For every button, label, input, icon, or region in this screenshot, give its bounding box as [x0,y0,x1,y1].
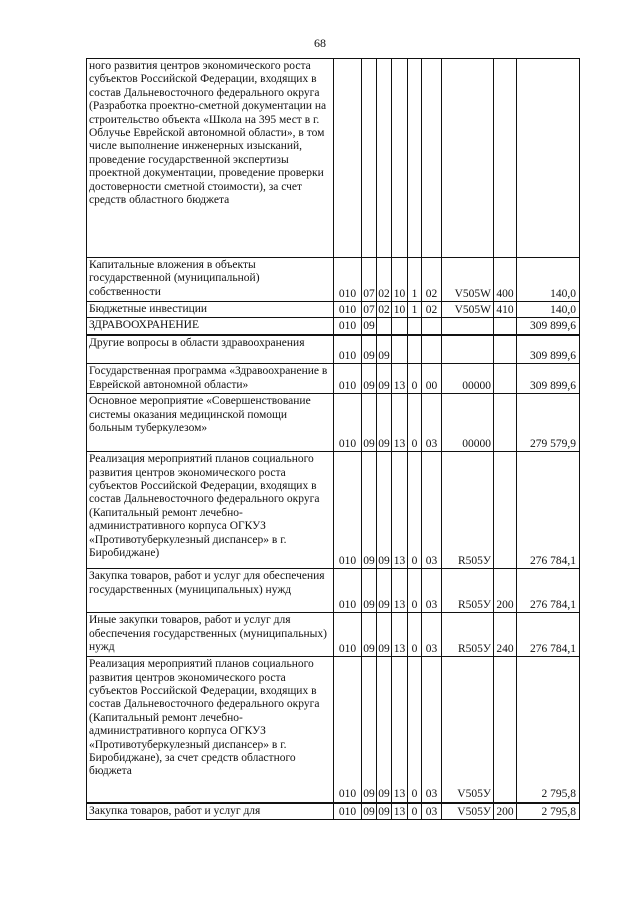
section-code [362,59,377,258]
row-description: Бюджетные инвестиции [87,302,334,318]
direction-code: V505W [442,302,494,318]
direction-code: V505W [442,258,494,302]
subprogram-code: 1 [408,302,422,318]
ministry-code: 010 [334,394,362,452]
program-code [392,335,408,364]
table-row [87,318,580,335]
section-code: 09 [362,452,377,569]
expense-type-code [494,364,517,394]
section-code: 09 [362,335,377,364]
subsection-code: 09 [377,452,392,569]
expense-type-code: 240 [494,613,517,657]
row-description: Капитальные вложения в объекты государственной (муниципальной) собственности [87,258,334,302]
program-code: 13 [392,803,408,820]
subprogram-code: 0 [408,613,422,657]
ministry-code: 010 [334,613,362,657]
amount-value: 309 899,6 [517,364,580,394]
table-row [87,364,580,394]
expense-type-code [494,394,517,452]
table-row [87,657,580,803]
row-description: Государственная программа «Здравоохранение в Еврейской автономной области» [87,364,334,394]
program-code: 10 [392,258,408,302]
program-code: 13 [392,364,408,394]
subprogram-code: 1 [408,258,422,302]
subprogram-code: 0 [408,364,422,394]
program-code: 13 [392,394,408,452]
ministry-code: 010 [334,569,362,613]
ministry-code: 010 [334,318,362,335]
amount-value: 309 899,6 [517,318,580,335]
expense-type-code: 200 [494,569,517,613]
ministry-code: 010 [334,452,362,569]
ministry-code: 010 [334,258,362,302]
expense-type-code: 400 [494,258,517,302]
expense-type-code: 410 [494,302,517,318]
subsection-code: 09 [377,335,392,364]
direction-code: R505У [442,569,494,613]
main-event-code: 03 [422,803,442,820]
main-event-code [422,335,442,364]
main-event-code: 03 [422,569,442,613]
subsection-code: 09 [377,613,392,657]
section-code: 09 [362,364,377,394]
expense-type-code [494,318,517,335]
subprogram-code: 0 [408,452,422,569]
row-description: Реализация мероприятий планов социального развития центров экономического роста субъектов Российской Федерации, входящих в состав Дальневосточного федерального округа (Капитальный ремонт лечебно-административного корпуса ОГКУЗ «Противотуберкулезный диспансер» в г. Биробиджане) [87,452,334,569]
ministry-code [334,59,362,258]
row-description: ного развития центров экономического роста субъектов Российской Федерации, входящих в состав Дальневосточного федерального округа (Разработка проектно-сметной документации на строительство объекта «Школа на 395 мест в г. Облучье Еврейской автономной области», в том числе выполнение инженерных изысканий, проведение государственной экспертизы проектной документации, проведение проверки достоверности сметной стоимости), за счет средств областного бюджета [87,59,334,258]
subsection-code: 02 [377,258,392,302]
expense-type-code [494,657,517,803]
main-event-code: 03 [422,394,442,452]
amount-value [517,59,580,258]
section-code: 07 [362,302,377,318]
row-description: Иные закупки товаров, работ и услуг для обеспечения государственных (муниципальных) нужд [87,613,334,657]
amount-value: 140,0 [517,302,580,318]
page-number: 68 [314,36,326,50]
expense-type-code [494,452,517,569]
section-code: 09 [362,803,377,820]
direction-code: R505У [442,452,494,569]
direction-code: V505У [442,657,494,803]
amount-value: 2 795,8 [517,803,580,820]
subprogram-code: 0 [408,394,422,452]
section-code: 09 [362,394,377,452]
section-code: 09 [362,657,377,803]
subprogram-code [408,59,422,258]
row-description: Реализация мероприятий планов социального развития центров экономического роста субъектов Российской Федерации, входящих в состав Дальневосточного федерального округа (Капитальный ремонт лечебно-административного корпуса ОГКУЗ «Противотуберкулезный диспансер» в г. Биробиджане), за счет средств областного бюджета [87,657,334,803]
expense-type-code [494,59,517,258]
table-row [87,258,580,302]
table-row [87,569,580,613]
program-code [392,59,408,258]
section-code: 09 [362,318,377,335]
program-code: 13 [392,569,408,613]
table-row [87,803,580,820]
table-row [87,452,580,569]
direction-code: V505У [442,803,494,820]
row-description: ЗДРАВООХРАНЕНИЕ [87,318,334,335]
main-event-code: 02 [422,258,442,302]
direction-code [442,335,494,364]
program-code: 13 [392,657,408,803]
subprogram-code [408,335,422,364]
table-row [87,613,580,657]
row-description: Основное мероприятие «Совершенствование системы оказания медицинской помощи больным туберкулезом» [87,394,334,452]
ministry-code: 010 [334,803,362,820]
direction-code: 00000 [442,364,494,394]
main-event-code [422,59,442,258]
program-code: 10 [392,302,408,318]
section-code: 07 [362,258,377,302]
main-event-code: 02 [422,302,442,318]
direction-code: R505У [442,613,494,657]
subsection-code: 09 [377,657,392,803]
expense-type-code: 200 [494,803,517,820]
amount-value: 2 795,8 [517,657,580,803]
main-event-code: 03 [422,452,442,569]
subprogram-code [408,318,422,335]
amount-value: 309 899,6 [517,335,580,364]
table-row [87,59,580,258]
row-description: Закупка товаров, работ и услуг для обеспечения государственных (муниципальных) нужд [87,569,334,613]
subsection-code: 09 [377,394,392,452]
ministry-code: 010 [334,364,362,394]
subsection-code: 09 [377,569,392,613]
budget-table [86,58,580,820]
direction-code: 00000 [442,394,494,452]
expense-type-code [494,335,517,364]
subprogram-code: 0 [408,569,422,613]
subprogram-code: 0 [408,803,422,820]
subprogram-code: 0 [408,657,422,803]
amount-value: 279 579,9 [517,394,580,452]
section-code: 09 [362,613,377,657]
row-description: Закупка товаров, работ и услуг для [87,803,334,820]
subsection-code: 09 [377,364,392,394]
section-code: 09 [362,569,377,613]
amount-value: 276 784,1 [517,613,580,657]
main-event-code: 00 [422,364,442,394]
row-description: Другие вопросы в области здравоохранения [87,335,334,364]
amount-value: 140,0 [517,258,580,302]
program-code: 13 [392,452,408,569]
main-event-code: 03 [422,657,442,803]
direction-code [442,59,494,258]
main-event-code: 03 [422,613,442,657]
subsection-code [377,59,392,258]
subsection-code: 09 [377,803,392,820]
program-code: 13 [392,613,408,657]
ministry-code: 010 [334,302,362,318]
amount-value: 276 784,1 [517,452,580,569]
direction-code [442,318,494,335]
table-row [87,302,580,318]
table-row [87,394,580,452]
budget-table-body [87,59,580,820]
ministry-code: 010 [334,657,362,803]
program-code [392,318,408,335]
subsection-code [377,318,392,335]
main-event-code [422,318,442,335]
amount-value: 276 784,1 [517,569,580,613]
ministry-code: 010 [334,335,362,364]
subsection-code: 02 [377,302,392,318]
table-row [87,335,580,364]
